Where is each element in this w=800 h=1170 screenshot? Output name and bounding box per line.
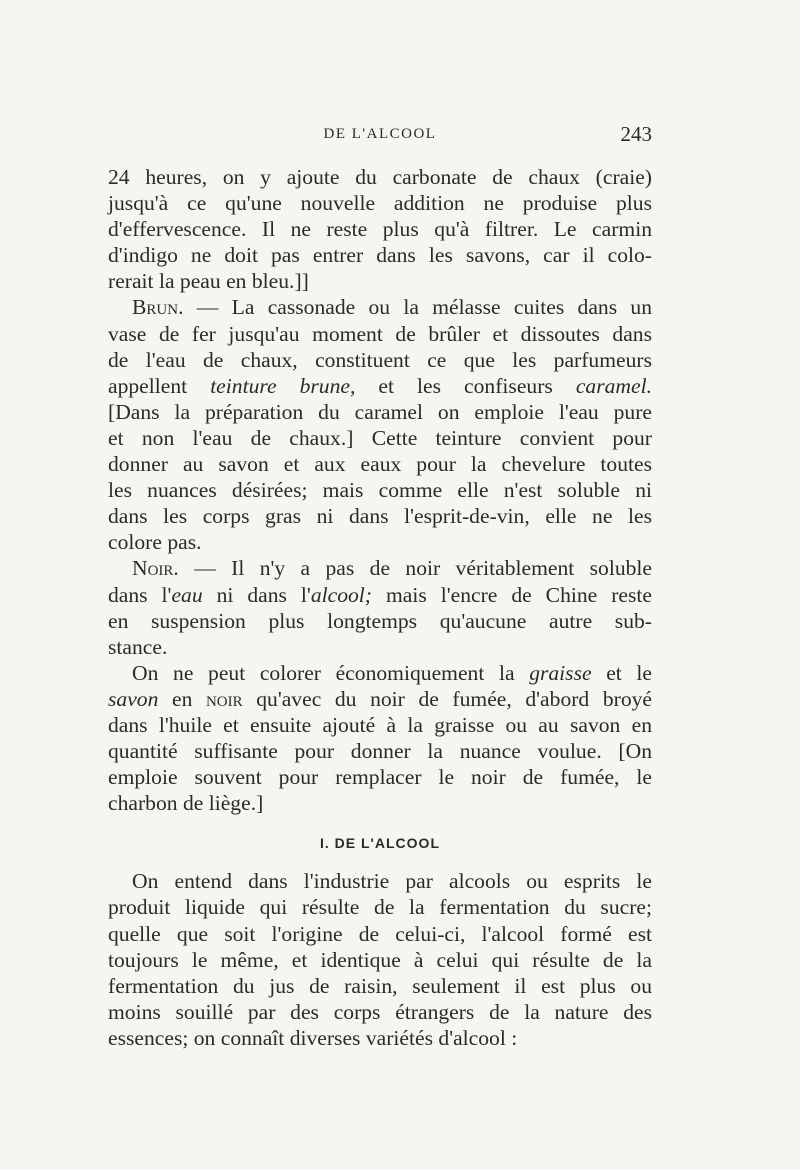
brun-label: Brun. (132, 295, 184, 320)
text-line: vase de fer jusqu'au moment de brûler et dissoutes dans (108, 321, 652, 346)
italic-term: teinture brune, (210, 373, 356, 398)
text-line: [Dans la préparation du caramel on emploie l'eau pure (108, 399, 652, 424)
italic-term: caramel. (575, 373, 653, 398)
text-line (108, 294, 652, 320)
text-line: de l'eau de chaux, constituent ce que les parfumeurs (108, 347, 652, 372)
text-run: mais l'encre de Chine reste (372, 582, 652, 607)
text-line: 24 heures, on y ajoute du carbonate de chaux (craie) (108, 165, 652, 189)
text-line: rerait la peau en bleu.]] (108, 269, 309, 294)
text-run: appellent (108, 373, 211, 398)
text-line: dans l'huile et ensuite ajouté à la graisse ou au savon en (108, 712, 652, 737)
text-run: dans l' (108, 582, 172, 607)
section-heading: I. DE L'ALCOOL (320, 835, 440, 852)
text-line: stance. (108, 634, 168, 659)
text-line (108, 582, 652, 608)
italic-term: eau (171, 582, 203, 607)
text-line: moins souillé par des corps étrangers de la nature des (108, 999, 652, 1024)
text-line: jusqu'à ce qu'une nouvelle addition ne produise plus (108, 191, 652, 216)
text-line: fermentation du jus de raisin, seulement il est plus ou (108, 973, 652, 998)
text-line: en suspension plus longtemps qu'aucune autre sub- (108, 608, 652, 633)
text-line: donner au savon et aux eaux pour la chevelure toutes (108, 452, 652, 477)
page-header (108, 120, 652, 148)
text-line (108, 555, 652, 581)
text-run: et les confiseurs (355, 373, 576, 398)
text-line: d'effervescence. Il ne reste plus qu'à filtrer. Le carmin (108, 217, 652, 242)
text-line: colore pas. (108, 530, 202, 555)
text-line: essences; on connaît diverses variétés d'alcool : (108, 1025, 518, 1050)
page-number: 243 (620, 122, 652, 146)
running-title: DE L'ALCOOL (323, 126, 437, 142)
text-line (108, 660, 652, 686)
text-run: qu'avec du noir de fumée, d'abord broyé (242, 686, 652, 711)
text-line: d'indigo ne doit pas entrer dans les savons, car il colo- (108, 243, 652, 268)
text-line: les nuances désirées; mais comme elle n'est soluble ni (108, 478, 652, 503)
text-run: ni dans l' (202, 582, 311, 607)
page-body (108, 164, 652, 1051)
text-line: emploie souvent pour remplacer le noir de fumée, le (108, 765, 652, 790)
text-run: — Il n'y a pas de noir véritablement soluble (178, 556, 652, 581)
text-run: en (158, 686, 206, 711)
text-line (108, 373, 652, 399)
text-line: et non l'eau de chaux.] Cette teinture convient pour (108, 425, 652, 450)
text-line: produit liquide qui résulte de la fermentation du sucre; (108, 895, 652, 920)
text-line: dans les corps gras ni dans l'esprit-de-vin, elle ne les (108, 504, 652, 529)
noir-label: Noir. (132, 556, 179, 581)
italic-term: alcool; (310, 582, 372, 607)
small-caps-term: noir (205, 686, 243, 711)
italic-term: savon (108, 686, 159, 711)
italic-term: graisse (529, 660, 592, 685)
text-line: charbon de liège.] (108, 791, 264, 816)
text-run: et le (591, 660, 653, 685)
text-run: — La cassonade ou la mélasse cuites dans un (183, 295, 652, 320)
text-line (108, 686, 652, 712)
text-run: On ne peut colorer économiquement la (132, 660, 530, 685)
text-line: quelle que soit l'origine de celui-ci, l'alcool formé est (108, 921, 652, 946)
text-line: toujours le même, et identique à celui qui résulte de la (108, 947, 652, 972)
text-line: quantité suffisante pour donner la nuance voulue. [On (108, 739, 652, 764)
text-line: On entend dans l'industrie par alcools ou esprits le (132, 869, 652, 894)
